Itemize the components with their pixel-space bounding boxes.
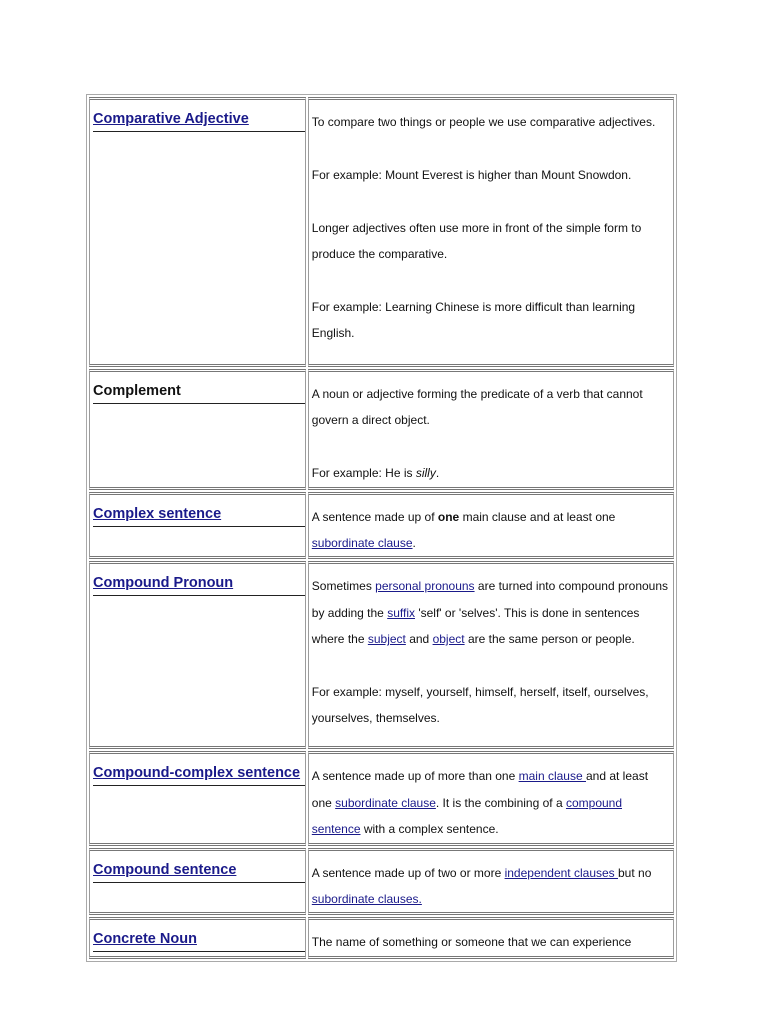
definition-text: A sentence made up of more than one main clause and at least one subordinate clause. It is the combining of a compound sentence with a complex sentence. [311,769,649,837]
definition-text: To compare two things or people we use comparative adjectives. [311,115,656,129]
term-cell [89,848,306,916]
link-subordinate-clauses[interactable]: subordinate clauses. [311,892,422,907]
link-subordinate-clause[interactable]: subordinate clause [311,536,413,551]
link-compound-sentence[interactable]: compound sentence [311,795,623,837]
example-text: For example: Learning Chinese is more difficult than learning English. [311,299,636,341]
term-compound-complex-sentence[interactable]: Compound-complex sentence [93,765,301,782]
link-personal-pronouns[interactable]: personal pronouns [375,579,475,594]
term-comparative-adjective[interactable]: Comparative Adjective [93,111,249,127]
term-cell [89,492,306,560]
definition-text: Longer adjectives often use more in front of the simple form to produce the comparative. [311,220,642,261]
definition-cell [308,848,674,916]
definition-text: A noun or adjective forming the predicate of a verb that cannot govern a direct object. [311,387,643,428]
table-row [89,97,674,367]
term-compound-pronoun[interactable]: Compound Pronoun [93,575,234,592]
term-complement: Complement [93,383,181,399]
term-cell [89,751,306,845]
link-subordinate-clause[interactable]: subordinate clause [335,795,436,810]
definition-cell [308,917,674,958]
table-row [89,751,674,845]
definition-cell [308,561,674,749]
example-text: For example: He is silly. [311,466,440,481]
link-object[interactable]: object [432,632,465,647]
term-cell [89,97,306,367]
table-row [89,492,674,560]
definition-text: A sentence made up of one main clause and at least one subordinate clause. [311,509,616,551]
link-independent-clauses[interactable]: independent clauses [504,865,618,880]
table-row [89,917,674,958]
link-suffix[interactable]: suffix [387,605,415,620]
example-text: For example: myself, yourself, himself, herself, itself, ourselves, yourselves, themselves. [311,685,649,726]
link-subject[interactable]: subject [367,632,406,647]
definition-cell [308,97,674,367]
definition-cell [308,369,674,490]
term-concrete-noun[interactable]: Concrete Noun [93,931,197,948]
glossary-table [86,94,677,962]
definition-text: The name of something or someone that we can experience [311,935,632,950]
table-row [89,369,674,490]
term-compound-sentence[interactable]: Compound sentence [93,861,237,878]
term-cell [89,917,306,958]
example-text: For example: Mount Everest is higher than Mount Snowdon. [311,167,632,182]
table-row [89,848,674,916]
definition-text: Sometimes personal pronouns are turned into compound pronouns by adding the suffix 'self' or 'selves'. This is done in sentences where the subject and object are the same person or people. [311,579,669,647]
link-main-clause[interactable]: main clause [518,769,586,784]
definition-cell [308,492,674,560]
table-row [89,561,674,749]
term-cell [89,561,306,749]
definition-cell [308,751,674,845]
definition-text: A sentence made up of two or more independent clauses but no subordinate clauses. [311,865,652,907]
term-cell [89,369,306,490]
term-complex-sentence[interactable]: Complex sentence [93,505,222,522]
